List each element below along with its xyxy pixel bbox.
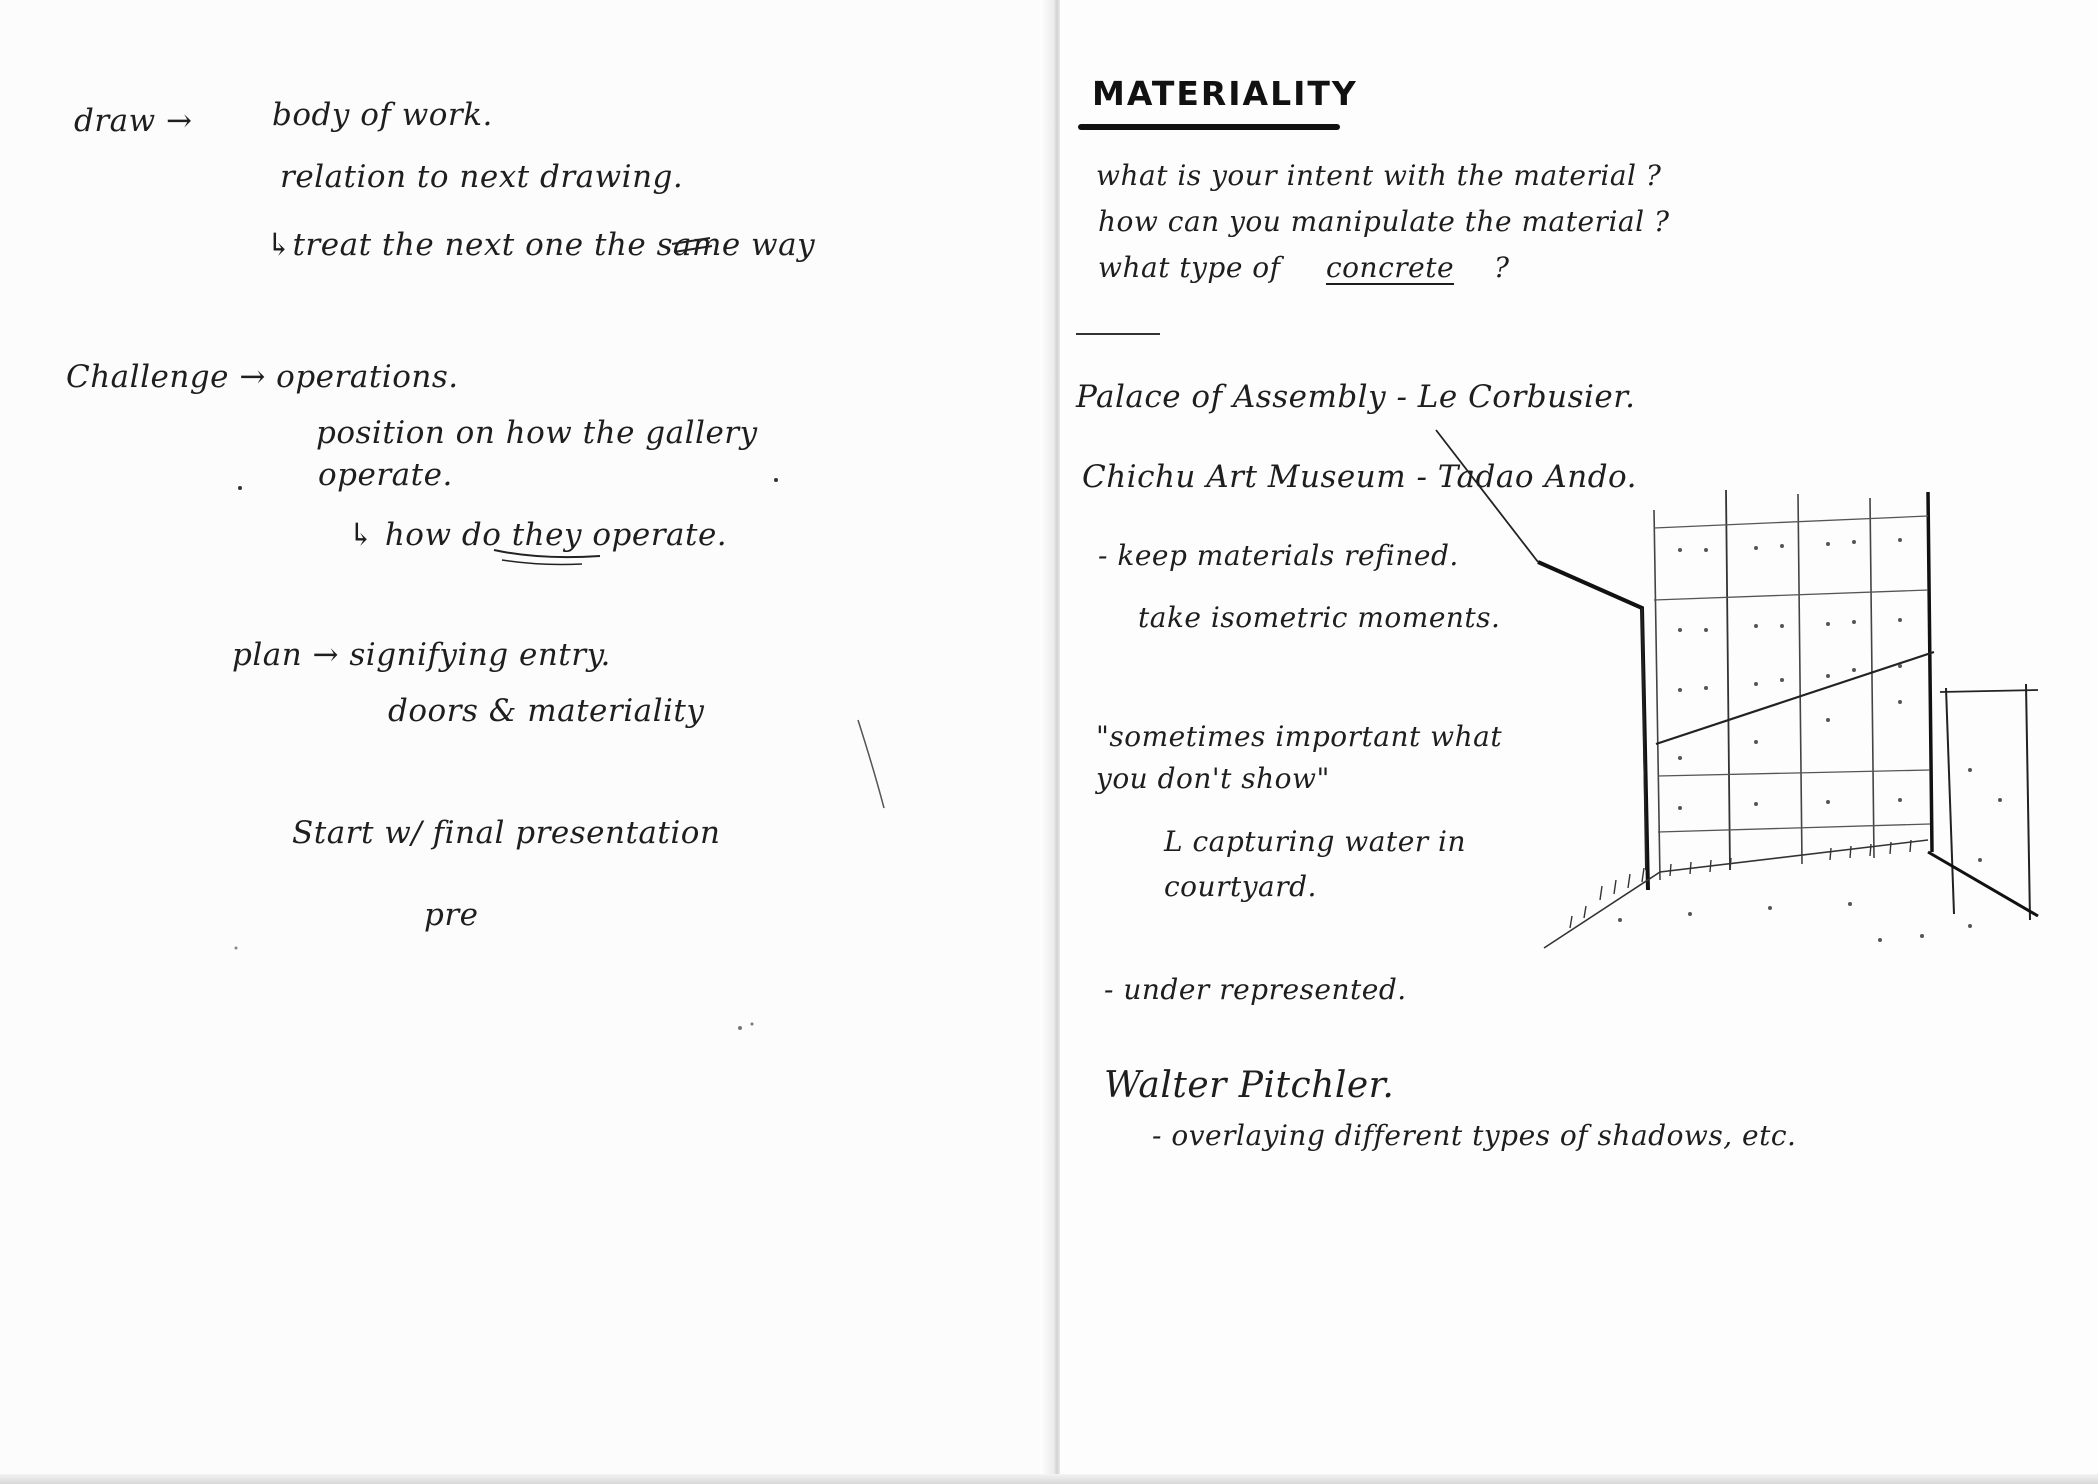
question-type-of: what type of: [1098, 251, 1281, 284]
left-line-position: position on how the gallery: [316, 415, 758, 451]
left-line-how-operate: ↳ how do they operate.: [348, 517, 728, 553]
note-capturing-water: L capturing water in courtyard.: [1164, 825, 1467, 903]
left-line-start: Start w/ final presentation: [292, 815, 721, 851]
page-bottom-edge: [0, 1474, 2098, 1484]
left-line-body-of-work: body of work.: [272, 97, 493, 133]
left-line-draw: draw →: [74, 103, 193, 139]
page-title: MATERIALITY: [1092, 74, 1358, 113]
note-isometric-moments: take isometric moments.: [1138, 601, 1501, 634]
ref-walter-pitchler: Walter Pitchler.: [1104, 1065, 1395, 1106]
question-mark: ?: [1494, 251, 1510, 284]
left-line-operate: operate.: [318, 457, 453, 493]
ref-chichu-art-museum: Chichu Art Museum - Tadao Ando.: [1082, 459, 1638, 495]
question-intent: what is your intent with the material ?: [1096, 159, 1662, 192]
left-line-plan: plan → signifying entry.: [232, 637, 611, 673]
left-line-pre: pre: [424, 897, 479, 933]
left-line-doors: doors & materiality: [388, 693, 705, 729]
note-overlaying-shadows: - overlaying different types of shadows, etc.: [1152, 1119, 1797, 1152]
question-concrete: concrete: [1326, 251, 1455, 284]
question-manipulate: how can you manipulate the material ?: [1098, 205, 1670, 238]
left-line-treat-next: ↳treat the next one the same way: [266, 227, 816, 263]
divider: [1076, 333, 1160, 335]
left-line-challenge: Challenge → operations.: [66, 359, 459, 395]
note-quote: "sometimes important what you don't show": [1096, 720, 1503, 795]
title-underline: [1078, 124, 1340, 130]
note-under-represented: - under represented.: [1104, 973, 1407, 1006]
left-line-relation: relation to next drawing.: [280, 159, 684, 195]
ref-palace-of-assembly: Palace of Assembly - Le Corbusier.: [1076, 379, 1636, 415]
note-keep-materials-refined: - keep materials refined.: [1098, 539, 1459, 572]
courtyard-wall-sketch: [1530, 480, 1950, 960]
